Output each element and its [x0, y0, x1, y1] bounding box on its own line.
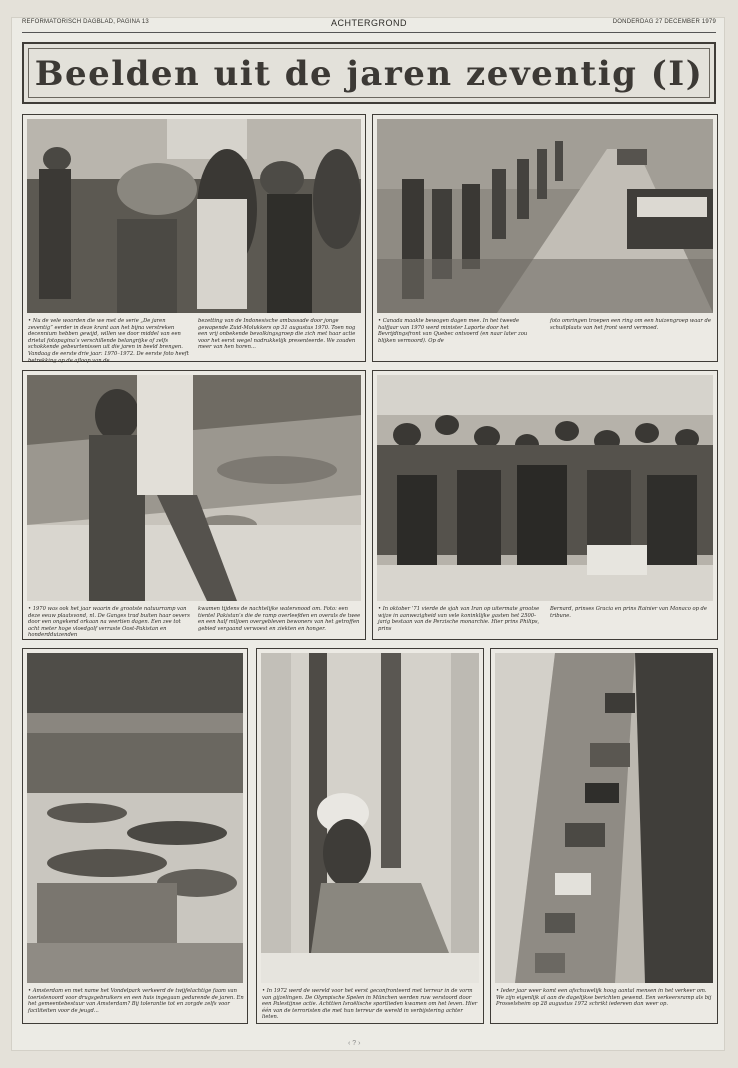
masthead-section: ACHTERGROND: [330, 18, 407, 28]
caption-photo-5: • Amsterdam en met name het Vondelpark verkeerd de twijfelachtige faam van toeristenoord voor drugsgebruikers en een huis ingegaan gedurende de jaren. En het gemeentebestuur van Amsterdam? Bij tolerantie tot en zorgde zelfs voor faciliteiten voor de jeugd...: [28, 988, 244, 1014]
photo-panel-7: [490, 648, 718, 1024]
photo-panel-1: [22, 114, 366, 362]
masthead-paper-page: REFORMATORISCH DAGBLAD, PAGINA 13: [22, 19, 149, 25]
caption-photo-3: [28, 606, 362, 638]
caption-photo-3-col-b: kwamen tijdens de nachtelijke watersnood om. Foto: een tientel Pakistan’s die de ramp overleefden en overals de twee en een half miljoen overgebleven bewoners van het getroffen gebied vergaand verwoest en ziekten en honger.: [198, 606, 361, 632]
caption-photo-2-col-b: foto omringen troepen een ring om een huizengroep waar de schuilplaats van het front werd vermoed.: [550, 318, 711, 331]
caption-photo-3-col-a: • 1970 was ook het jaar waarin de grootste natuurramp van deze eeuw plaatsvond, nl. De Ganges trad buiten haar oevers door een ongekend orkaan na veertien dagen. Een zee tot acht meter hoge vloedgolf verraste Oost-Pakistan en honderdduizenden: [28, 606, 190, 639]
photo-pakistan-flood: [27, 375, 361, 601]
caption-photo-1-col-a: • Nu de vele woorden die we met de serie „De jaren zeventig” eerder in deze krant aan het bijna verstreken decennium hebben gewijd, willen we door middel van een drietal fotopagina’s verschillende belangrijke of zelfs schokkende gebeurtenissen uit die jaren in beeld brengen. Vandaag de eerste drie jaar: 1970–1972. De eerste foto heeft betrekking op de afloop van de: [28, 318, 189, 364]
photo-persepolis-tribune: [377, 375, 713, 601]
masthead: [22, 18, 716, 30]
caption-photo-4-col-b: Bernard, prinses Gracia en prins Rainier van Monaco op de tribune.: [550, 606, 707, 619]
caption-photo-1-col-b: bezetting van de Indonesische ambassade door jonge gewapende Zuid-Molukkers op 31 augustus 1970. Toen nog een vrij onbekende bevolkingsgroep die zich met haar actie voor het eerst wegel nadrukkelijk presenteerde. We zouden meer van hen horen...: [198, 318, 356, 351]
photo-munich-terrorist: [261, 653, 479, 983]
caption-photo-6: • In 1972 werd de wereld voor het eerst geconfronteerd met terreur in de vorm van gijzelingen. De Olympische Spelen in München werden ruw verstoord door een Palestijnse actie. Achttien Israëlische sportlieden kwamen om het leven. Hier één van de terroristen die met hun terreur de wereld in verbijstering achter lieten.: [262, 988, 478, 1021]
caption-photo-1: [28, 318, 362, 364]
photo-quebec-troops: [377, 119, 713, 313]
photo-traffic-accident: [495, 653, 713, 983]
caption-photo-2-col-a: • Canada maakte bewogen dagen mee. In het tweede halfjaar van 1970 werd minister Laporte door het Bevrijdingsfront van Quebec ontvoerd (en naar later zou blijken vermoord). Op de: [378, 318, 528, 344]
photo-panel-2: [372, 114, 718, 362]
photo-vondelpark: [27, 653, 243, 983]
photo-panel-4: [372, 370, 718, 640]
headline: Beelden uit de jaren zeventig (I): [34, 54, 704, 94]
photo-panel-6: [256, 648, 484, 1024]
caption-photo-2: [378, 318, 714, 358]
photo-panel-5: [22, 648, 248, 1024]
headline-box: [22, 42, 716, 104]
photo-panel-3: [22, 370, 366, 640]
masthead-date: DONDERDAG 27 DECEMBER 1979: [612, 19, 716, 25]
caption-photo-4: [378, 606, 714, 638]
photo-hostage-release: [27, 119, 361, 313]
caption-photo-7: • Ieder jaar weer komt een afschuwelijk hoog aantal mensen in het verkeer om. We zijn eigenlijk al aan de dagelijkse berichten gewend. Een verkeersramp als bij Prosselsheim op 28 augustus 1972 schrikt iedereen dan weer op.: [496, 988, 712, 1008]
masthead-rule: [22, 32, 716, 33]
page-footer-mark: ‹ ? ›: [348, 1040, 361, 1047]
caption-photo-4-col-a: • In oktober ’71 vierde de sjah van Iran op uitermate grootse wijze in aanwezigheid van vele koninklijke gasten het 2500-jarig bestaan van de Perzische monarchie. Hier prins Philips, prins: [378, 606, 540, 632]
